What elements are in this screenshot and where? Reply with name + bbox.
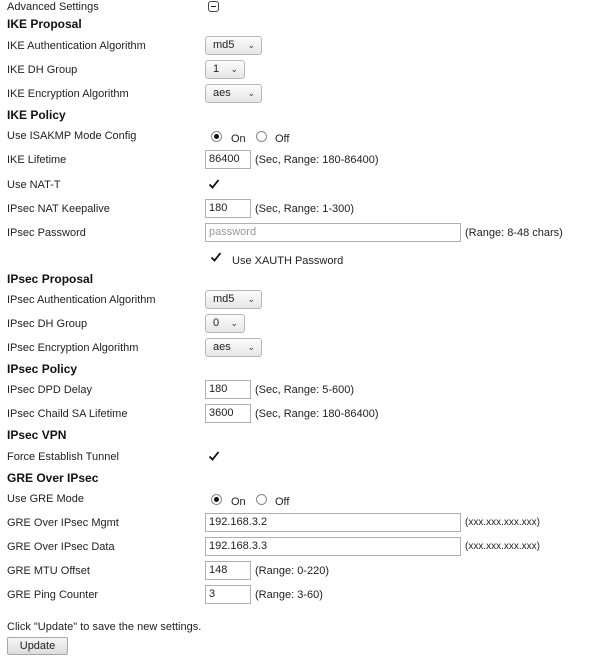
ike-auth-label: IKE Authentication Algorithm — [7, 40, 146, 52]
ipsec-auth-label: IPsec Authentication Algorithm — [7, 294, 156, 306]
gre-mtu-label: GRE MTU Offset — [7, 565, 90, 577]
force-tunnel-label: Force Establish Tunnel — [7, 451, 119, 463]
isakmp-off-radio[interactable] — [256, 131, 267, 142]
ike-dh-label: IKE DH Group — [7, 64, 78, 76]
gre-data-input[interactable]: 192.168.3.3 — [205, 537, 461, 556]
section-gre: GRE Over IPsec — [7, 471, 99, 485]
save-hint: Click "Update" to save the new settings. — [7, 621, 202, 633]
section-ipsec-vpn: IPsec VPN — [7, 428, 67, 442]
gre-mgmt-label: GRE Over IPsec Mgmt — [7, 517, 119, 529]
chevron-down-icon: ⌄ — [247, 294, 255, 304]
section-ipsec-proposal: IPsec Proposal — [7, 272, 94, 286]
chevron-down-icon: ⌄ — [247, 88, 255, 98]
update-button[interactable]: Update — [7, 637, 68, 655]
sa-lifetime-input[interactable]: 3600 — [205, 404, 251, 423]
ike-dh-value: 1 — [213, 63, 220, 75]
ipsec-password-note: (Range: 8-48 chars) — [465, 227, 563, 239]
ipsec-enc-label: IPsec Encryption Algorithm — [7, 342, 139, 354]
isakmp-on-radio[interactable] — [211, 131, 222, 142]
ike-auth-select[interactable] — [205, 36, 262, 55]
collapse-icon[interactable] — [208, 1, 219, 12]
dpd-delay-input[interactable]: 180 — [205, 380, 251, 399]
gre-mode-label: Use GRE Mode — [7, 493, 85, 505]
chevron-down-icon: ⌄ — [247, 40, 255, 50]
dpd-delay-label: IPsec DPD Delay — [7, 384, 92, 396]
gre-mtu-note: (Range: 0-220) — [255, 565, 329, 577]
chevron-down-icon: ⌄ — [230, 64, 238, 74]
ike-lifetime-label: IKE Lifetime — [7, 154, 67, 166]
sa-lifetime-note: (Sec, Range: 180-86400) — [255, 408, 379, 420]
ipsec-auth-select[interactable] — [205, 290, 262, 309]
section-ipsec-policy: IPsec Policy — [7, 362, 78, 376]
gre-off-label: Off — [275, 496, 290, 508]
ipsec-password-label: IPsec Password — [7, 227, 86, 239]
gre-mtu-input[interactable]: 148 — [205, 561, 251, 580]
nat-keepalive-note: (Sec, Range: 1-300) — [255, 203, 355, 215]
ike-enc-label: IKE Encryption Algorithm — [7, 88, 129, 100]
nat-keepalive-input[interactable]: 180 — [205, 199, 251, 218]
isakmp-off-label: Off — [275, 133, 290, 145]
ike-lifetime-input[interactable]: 86400 — [205, 150, 251, 169]
ipsec-dh-select[interactable] — [205, 314, 245, 333]
dpd-delay-note: (Sec, Range: 5-600) — [255, 384, 355, 396]
gre-off-radio[interactable] — [256, 494, 267, 505]
isakmp-label: Use ISAKMP Mode Config — [7, 130, 137, 142]
checkmark-icon[interactable] — [208, 450, 220, 462]
sa-lifetime-label: IPsec Chaild SA Lifetime — [7, 408, 128, 420]
ike-enc-value: aes — [213, 87, 231, 99]
ike-enc-select[interactable] — [205, 84, 262, 103]
checkmark-icon[interactable] — [210, 251, 222, 263]
nat-t-label: Use NAT-T — [7, 179, 61, 191]
xauth-label: Use XAUTH Password — [232, 255, 344, 267]
chevron-down-icon: ⌄ — [230, 318, 238, 328]
gre-mgmt-note: (xxx.xxx.xxx.xxx) — [465, 517, 540, 528]
section-ike-policy: IKE Policy — [7, 108, 66, 122]
gre-ping-label: GRE Ping Counter — [7, 589, 99, 601]
ike-auth-value: md5 — [213, 39, 235, 51]
ike-dh-select[interactable] — [205, 60, 245, 79]
advanced-settings-label: Advanced Settings — [7, 1, 99, 13]
ipsec-enc-value: aes — [213, 341, 231, 353]
gre-on-radio[interactable] — [211, 494, 222, 505]
gre-data-label: GRE Over IPsec Data — [7, 541, 115, 553]
ipsec-auth-value: md5 — [213, 293, 235, 305]
gre-data-note: (xxx.xxx.xxx.xxx) — [465, 541, 540, 552]
ipsec-enc-select[interactable] — [205, 338, 262, 357]
nat-keepalive-label: IPsec NAT Keepalive — [7, 203, 110, 215]
ipsec-password-input[interactable]: password — [205, 223, 461, 242]
ipsec-dh-label: IPsec DH Group — [7, 318, 88, 330]
chevron-down-icon: ⌄ — [247, 342, 255, 352]
gre-ping-note: (Range: 3-60) — [255, 589, 323, 601]
gre-on-label: On — [231, 496, 246, 508]
gre-ping-input[interactable]: 3 — [205, 585, 251, 604]
isakmp-on-label: On — [231, 133, 246, 145]
ike-lifetime-note: (Sec, Range: 180-86400) — [255, 154, 379, 166]
ipsec-dh-value: 0 — [213, 317, 220, 329]
section-ike-proposal: IKE Proposal — [7, 17, 82, 31]
checkmark-icon[interactable] — [208, 178, 220, 190]
gre-mgmt-input[interactable]: 192.168.3.2 — [205, 513, 461, 532]
